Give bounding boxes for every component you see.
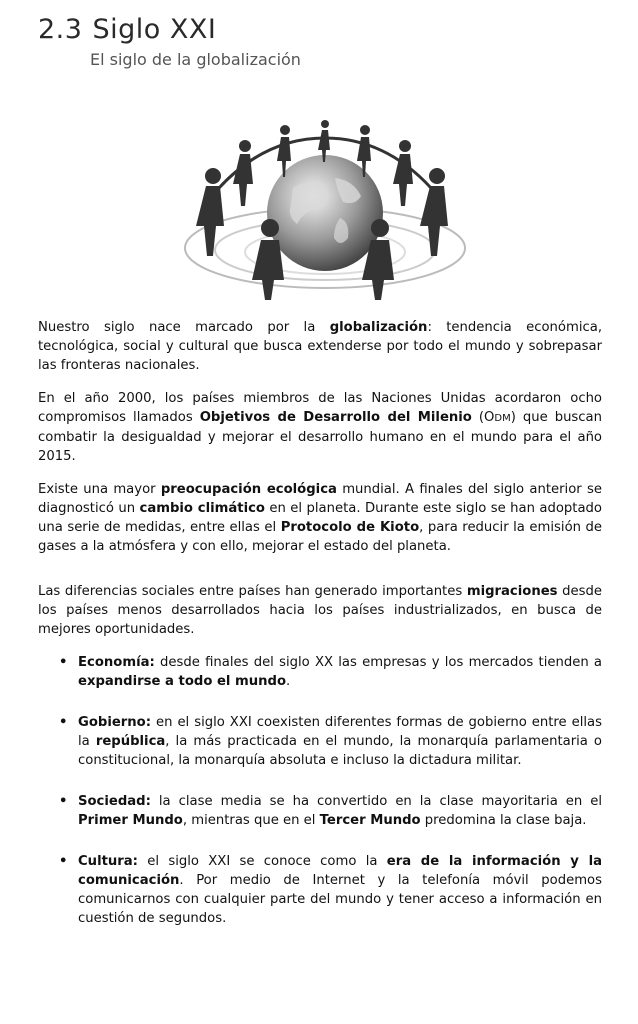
paragraph-odm: En el año 2000, los países miembros de las Naciones Unidas acordaron ocho compromisos llamados Objetivos de Desarrollo del Milenio (ODM) que buscan combatir la desigualdad y mejorar el desarrollo humano en el mundo para el año 2015. bbox=[38, 391, 602, 464]
paragraph-globalizacion: Nuestro siglo nace marcado por la globalización: tendencia económica, tecnológica, social y cultural que busca extenderse por todo el mundo y sobrepasar las fronteras nacionales. bbox=[38, 320, 603, 373]
section-title: Siglo XXI bbox=[92, 14, 217, 45]
bullet-economia: • Economía: desde finales del siglo XX las empresas y los mercados tienden a expandirse a todo el mundo. bbox=[59, 655, 602, 689]
bullet-marker: • bbox=[59, 794, 68, 809]
bullet-list bbox=[38, 653, 602, 928]
paragraph-migraciones: Las diferencias sociales entre países han generado importantes migraciones desde los países menos desarrollados hacia los países industrializados, en busca de mejores oportunidades. bbox=[38, 584, 602, 637]
bullet-sociedad: • Sociedad: la clase media se ha convertido en la clase mayoritaria en el Primer Mundo, mientras que en el Tercer Mundo predomina la clase baja. bbox=[59, 794, 602, 828]
bullet-cultura: • Cultura: el siglo XXI se conoce como la era de la información y la comunicación. Por medio de Internet y la telefonía móvil podemos comunicarnos con cualquier parte del mundo y tener acceso a información en cuestión de segundos. bbox=[59, 854, 602, 926]
article-body bbox=[38, 318, 602, 950]
section-number: 2.3 bbox=[38, 14, 83, 45]
section-subtitle: El siglo de la globalización bbox=[90, 50, 301, 69]
bullet-gobierno: • Gobierno: en el siglo XXI coexisten diferentes formas de gobierno entre ellas la república, la más practicada en el mundo, la monarquía parlamentaria o constitucional, la monarquía absoluta e incluso la dictadura militar. bbox=[59, 715, 603, 768]
section-heading bbox=[38, 14, 216, 45]
paragraph-ecologia: Existe una mayor preocupación ecológica mundial. A finales del siglo anterior se diagnosticó un cambio climático en el planeta. Durante este siglo se han adoptado una serie de medidas, entre ellas el Protocolo de Kioto, para reducir la emisión de gases a la atmósfera y con ello, mejorar el estado del planeta. bbox=[38, 482, 602, 554]
bullet-marker: • bbox=[59, 715, 68, 730]
bullet-marker: • bbox=[59, 655, 68, 670]
globe-with-people-circle-icon bbox=[175, 118, 475, 303]
bullet-marker: • bbox=[59, 854, 68, 869]
